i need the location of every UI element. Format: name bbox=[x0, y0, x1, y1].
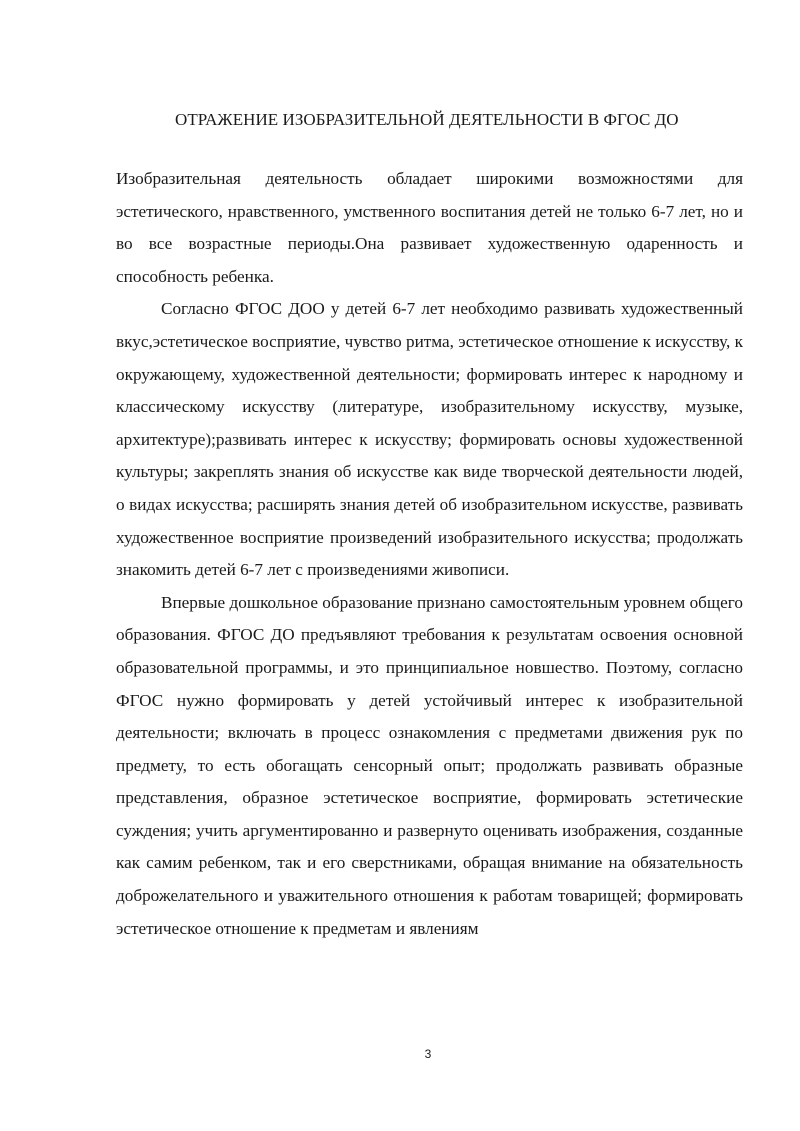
paragraph-2: Согласно ФГОС ДОО у детей 6-7 лет необходимо развивать художественный вкус,эстетическое восприятие, чувство ритма, эстетическое отношение к искусству, к окружающему, художественной деятельности; формировать интерес к народному и классическому искусству (литературе, изобразительному искусству, музыке, архитектуре);развивать интерес к искусству; формировать основы художественной культуры; закреплять знания об искусстве как виде творческой деятельности людей, о видах искусства; расширять знания детей об изобразительном искусстве, развивать художественное восприятие произведений изобразительного искусства; продолжать знакомить детей 6-7 лет с произведениями живописи. bbox=[116, 299, 743, 580]
page-number: 3 bbox=[424, 1047, 432, 1061]
paragraph-3: Впервые дошкольное образование признано самостоятельным уровнем общего образования. ФГОС ДО предъявляют требования к результатам освоения основной образовательной программы, и это принципиальное новшество. Поэтому, согласно ФГОС нужно формировать у детей устойчивый интерес к изобразительной деятельности; включать в процесс ознакомления с предметами движения рук по предмету, то есть обогащать сенсорный опыт; продолжать развивать образные представления, образное эстетическое восприятие, формировать эстетические суждения; учить аргументированно и развернуто оценивать изображения, созданные как самим ребенком, так и его сверстниками, обращая внимание на обязательность доброжелательного и уважительного отношения к работам товарищей; формировать эстетическое отношение к предметам и явлениям bbox=[116, 592, 743, 938]
document-body bbox=[116, 163, 743, 945]
document-title: ОТРАЖЕНИЕ ИЗОБРАЗИТЕЛЬНОЙ ДЕЯТЕЛЬНОСТИ В ФГОС ДО bbox=[175, 110, 679, 129]
paragraph-1: Изобразительная деятельность обладает широкими возможностями для эстетического, нравственного, умственного воспитания детей не только 6-7 лет, но и во все возрастные периоды.Она развивает художественную одаренность и способность ребенка. bbox=[116, 169, 743, 286]
